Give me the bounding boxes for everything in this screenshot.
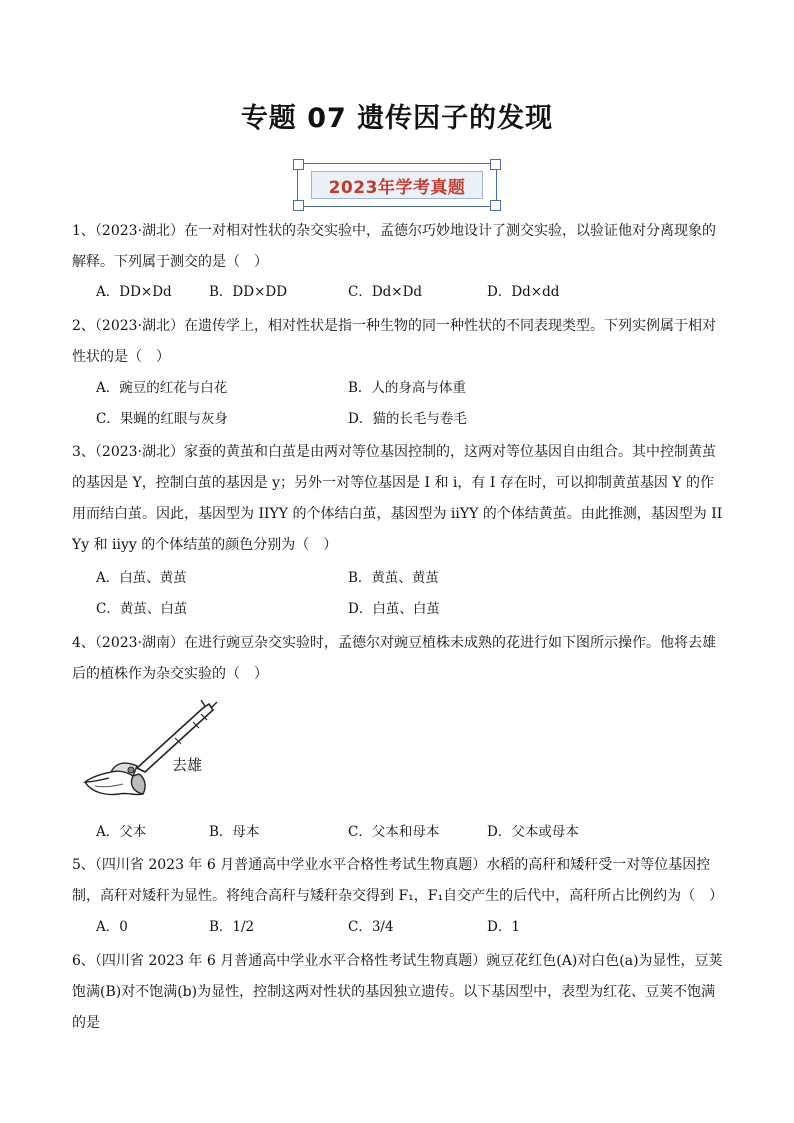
option-d[interactable]: D．父本或母本 bbox=[487, 824, 579, 840]
flower-drawing bbox=[75, 700, 235, 805]
page-title: 专题 07 遗传因子的发现 bbox=[240, 103, 554, 134]
option-a[interactable]: A．白茧、黄茧 bbox=[96, 570, 187, 586]
option-c[interactable]: C．果蝇的红眼与灰身 bbox=[96, 411, 228, 427]
question-5-text: 5、（四川省 2023 年 6 月普通高中学业水平合格性考试生物真题）水稻的高秆和矮秆受一对等位基因控制，高秆对矮秆为显性。将纯合高秆与矮秆杂交得到 F₁，F₁自交产生的后代中，高秆所占比例约为（ ） bbox=[72, 857, 724, 904]
emasculation-figure bbox=[75, 700, 235, 805]
option-d[interactable]: D．Dd×dd bbox=[487, 284, 560, 300]
banner-text: 2023年学考真题 bbox=[328, 177, 466, 198]
option-b[interactable]: B．DD×DD bbox=[209, 284, 288, 300]
option-d[interactable]: D．白茧、白茧 bbox=[348, 601, 440, 617]
question-6-text: 6、（四川省 2023 年 6 月普通高中学业水平合格性考试生物真题）豌豆花红色(A)对白色(a)为显性，豆荚饱满(B)对不饱满(b)为显性，控制这两对性状的基因独立遗传。以下基因型中，表型为红花、豆荚不饱满的是 bbox=[72, 953, 723, 1031]
option-c[interactable]: C．父本和母本 bbox=[348, 824, 440, 840]
option-b[interactable]: B．母本 bbox=[209, 824, 260, 840]
option-a[interactable]: A．父本 bbox=[96, 824, 147, 840]
option-c[interactable]: C．黄茧、白茧 bbox=[96, 601, 188, 617]
option-d[interactable]: D．1 bbox=[487, 919, 520, 935]
question-3-text: 3、（2023·湖北）家蚕的黄茧和白茧是由两对等位基因控制的，这两对等位基因自由组合。其中控制黄茧的基因是 Y，控制白茧的基因是 y；另外一对等位基因是 I 和 i，有 I 存在时，可以抑制黄茧基因 Y 的作用而结白茧。因此，基因型为 IIYY 的个体结白茧，基因型为 iiYY 的个体结黄茧。由此推测，基因型为 II Yy 和 iiyy 的个体结茧的颜色分别为（ ） bbox=[72, 444, 723, 553]
question-2-text: 2、（2023·湖北）在遗传学上，相对性状是指一种生物的同一种性状的不同表现类型。下列实例属于相对性状的是（ ） bbox=[72, 318, 716, 365]
corner-ornament bbox=[490, 200, 501, 211]
option-c[interactable]: C．Dd×Dd bbox=[348, 284, 423, 300]
question-1-text: 1、（2023·湖北）在一对相对性状的杂交实验中，孟德尔巧妙地设计了测交实验，以验证他对分离现象的解释。下列属于测交的是（ ） bbox=[72, 223, 716, 270]
option-a[interactable]: A．豌豆的红花与白花 bbox=[96, 380, 228, 396]
question-4-text: 4、（2023·湖南）在进行豌豆杂交实验时，孟德尔对豌豆植株未成熟的花进行如下图所示操作。他将去雄后的植株作为杂交实验的（ ） bbox=[72, 635, 716, 682]
option-b[interactable]: B．黄茧、黄茧 bbox=[348, 570, 439, 586]
corner-ornament bbox=[490, 159, 501, 170]
figure-label: 去雄 bbox=[172, 756, 203, 774]
option-a[interactable]: A．0 bbox=[96, 919, 128, 935]
option-c[interactable]: C．3/4 bbox=[348, 919, 394, 935]
corner-ornament bbox=[293, 200, 304, 211]
banner-box bbox=[311, 171, 483, 199]
corner-ornament bbox=[293, 159, 304, 170]
option-b[interactable]: B．1/2 bbox=[209, 919, 255, 935]
section-banner bbox=[297, 163, 497, 207]
option-d[interactable]: D．猫的长毛与卷毛 bbox=[348, 411, 467, 427]
option-b[interactable]: B．人的身高与体重 bbox=[348, 380, 466, 396]
option-a[interactable]: A．DD×Dd bbox=[96, 284, 172, 300]
